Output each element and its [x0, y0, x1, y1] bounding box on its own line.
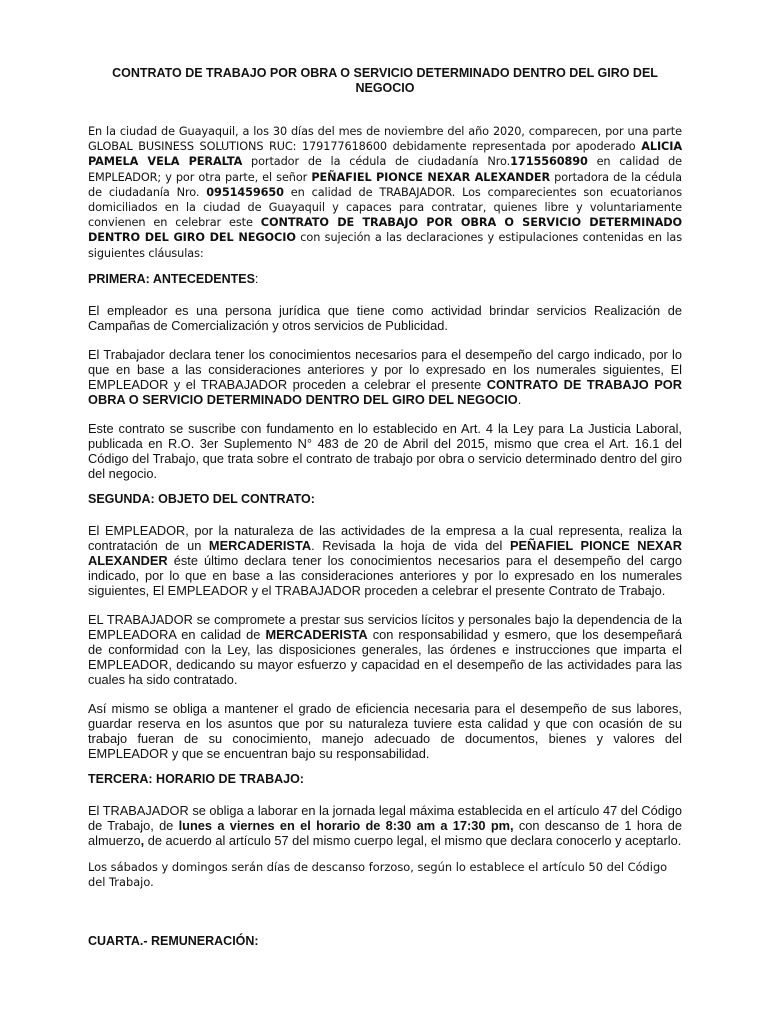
tercera-p1-text-3: de acuerdo al artículo 57 del mismo cuerpo legal, el mismo que declara conocerlo y aceptarlo.	[144, 832, 682, 848]
primera-paragraph-1: El empleador es una persona jurídica que tiene como actividad brindar servicios Realización de Campañas de Comercialización y otros servicios de Publicidad.	[88, 302, 682, 333]
primera-p2-text-1: El Trabajador declara tener los conocimientos necesarios para el desempeño del cargo indicado, por lo que en base a las consideraciones anteriores y por lo expresado en los numerales siguientes, El EMPLEADOR y el TRABAJADOR proceden a celebrar el presente	[88, 346, 682, 392]
segunda-paragraph-1	[88, 523, 682, 598]
tercera-p1-text-2: con descanso de 1 hora de almuerzo	[88, 817, 682, 848]
segunda-p2-text-1: EL TRABAJADOR se compromete a prestar sus servicios lícitos y personales bajo la dependencia de la EMPLEADORA en calidad de	[88, 611, 682, 642]
primera-heading-colon: :	[254, 271, 259, 286]
primera-p2-contract-type: CONTRATO DE TRABAJO POR OBRA O SERVICIO DETERMINADO DENTRO DEL GIRO DEL NEGOCIO	[88, 376, 682, 407]
tercera-p1-text-1: El TRABAJADOR se obliga a laborar en la jornada legal máxima establecida en el artículo 47 del Código de Trabajo, de	[88, 802, 682, 833]
intro-text-6: con sujeción a las declaraciones y estipulaciones contenidas en las siguientes cláusulas:	[88, 231, 682, 260]
segunda-paragraph-2	[88, 612, 682, 687]
primera-paragraph-3: Este contrato se suscribe con fundamento en lo establecido en Art. 4 la Ley para La Justicia Laboral, publicada en R.O. 3er Suplemento N° 483 de 20 de Abril del 2015, mismo que crea el Art. 16.1 del Código del Trabajo, que trata sobre el contrato de trabajo por obra o servicio determinado dentro del giro del negocio.	[88, 420, 682, 481]
tercera-p1-comma: ,	[140, 832, 145, 848]
representative-name: ALICIA PAMELA VELA PERALTA	[88, 140, 682, 169]
primera-paragraph-2	[88, 347, 682, 407]
segunda-p1-position: MERCADERISTA	[208, 537, 312, 553]
intro-paragraph	[88, 124, 682, 261]
section-heading-segunda: SEGUNDA: OBJETO DEL CONTRATO:	[88, 491, 315, 506]
segunda-p1-text-1: El EMPLEADOR, por la naturaleza de las actividades de la empresa a la cual representa, realiza la contratación de un	[88, 522, 682, 553]
section-heading-primera	[88, 272, 682, 287]
primera-p2-text-2: .	[517, 391, 522, 407]
worker-name: PEÑAFIEL PIONCE NEXAR ALEXANDER	[311, 170, 551, 184]
segunda-paragraph-3: Así mismo se obliga a mantener el grado de eficiencia necesaria para el desempeño de sus labores, guardar reserva en los asuntos que por su naturaleza tuviere esta calidad y que con ocasión de su trabajo fueran de su conocimiento, manejo adecuado de documentos, bienes y valores del EMPLEADOR y que se encuentran bajo su responsabilidad.	[88, 700, 682, 761]
worker-id: 0951459650	[206, 185, 284, 199]
primera-heading-text: PRIMERA: ANTECEDENTES	[88, 271, 255, 286]
tercera-paragraph-1	[88, 803, 682, 848]
intro-text-3: en calidad de EMPLEADOR; y por otra parte, el señor	[88, 155, 682, 184]
intro-text-5: en calidad de TRABAJADOR. Los comparecientes son ecuatorianos domiciliados en la ciudad de Guayaquil y capaces para contratar, quienes libre y voluntariamente convienen en celebrar este	[88, 185, 682, 230]
segunda-p2-position: MERCADERISTA	[265, 626, 368, 642]
tercera-p1-schedule: lunes a viernes en el horario de 8:30 am a 17:30 pm,	[178, 817, 514, 833]
contract-type: CONTRATO DE TRABAJO POR OBRA O SERVICIO DETERMINADO DENTRO DEL GIRO DEL NEGOCIO	[88, 216, 683, 245]
segunda-p1-text-3: éste último declara tener los conocimientos necesarios para el desempeño del cargo indicado, por lo que en base a las consideraciones anteriores y por lo expresado en los numerales siguientes, El EMPLEADOR y el TRABAJADOR proceden a celebrar el presente Contrato de Trabajo.	[88, 552, 682, 598]
section-heading-tercera: TERCERA: HORARIO DE TRABAJO:	[88, 771, 304, 786]
document-title: CONTRATO DE TRABAJO POR OBRA O SERVICIO DETERMINADO DENTRO DEL GIRO DEL NEGOCIO	[112, 66, 658, 95]
intro-text-4: portadora de la cédula de ciudadanía Nro.	[88, 170, 682, 199]
contract-page	[88, 66, 682, 890]
tercera-paragraph-2: Los sábados y domingos serán días de descanso forzoso, según lo establece el artículo 50 del Código del Trabajo.	[88, 859, 668, 889]
intro-text-1: En la ciudad de Guayaquil, a los 30 días del mes de noviembre del año 2020, comparecen, por una parte GLOBAL BUSINESS SOLUTIONS RUC: 179177618600 debidamente representada por apoderado	[88, 125, 682, 154]
segunda-p2-text-2: con responsabilidad y esmero, que los desempeñará de conformidad con la Ley, las disposiciones generales, las órdenes e instrucciones que imparta el EMPLEADOR, dedicando su mayor esfuerzo y capacidad en el desempeño de las actividades para las cuales ha sido contratado.	[88, 626, 682, 687]
section-heading-cuarta: CUARTA.- REMUNERACIÓN:	[88, 934, 259, 948]
representative-id: 1715560890	[510, 155, 588, 169]
segunda-p1-worker-name: PEÑAFIEL PIONCE NEXAR ALEXANDER	[88, 537, 682, 568]
intro-text-2: portador de la cédula de ciudadanía Nro.	[242, 155, 511, 169]
segunda-p1-text-2: . Revisada la hoja de vida del	[311, 537, 510, 553]
